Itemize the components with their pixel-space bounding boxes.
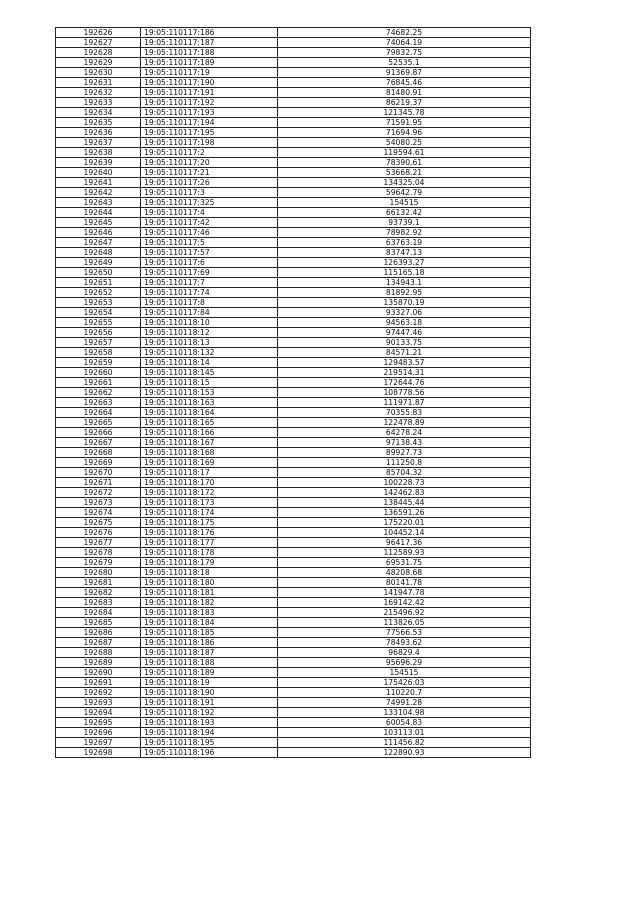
key-cell: 19:05:110118:145: [141, 368, 278, 378]
table-row: [56, 88, 531, 98]
id-cell: 192669: [56, 458, 141, 468]
id-cell: 192649: [56, 258, 141, 268]
value-cell: 81892.95: [278, 288, 531, 298]
table-row: [56, 448, 531, 458]
id-cell: 192672: [56, 488, 141, 498]
table-row: [56, 218, 531, 228]
id-cell: 192641: [56, 178, 141, 188]
value-cell: 111250.8: [278, 458, 531, 468]
value-cell: 90133.75: [278, 338, 531, 348]
value-cell: 122478.89: [278, 418, 531, 428]
id-cell: 192686: [56, 628, 141, 638]
id-cell: 192673: [56, 498, 141, 508]
table-row: [56, 518, 531, 528]
key-cell: 19:05:110118:182: [141, 598, 278, 608]
table-row: [56, 568, 531, 578]
value-cell: 59642.79: [278, 188, 531, 198]
id-cell: 192650: [56, 268, 141, 278]
key-cell: 19:05:110117:187: [141, 38, 278, 48]
table-row: [56, 478, 531, 488]
value-cell: 134943.1: [278, 278, 531, 288]
id-cell: 192626: [56, 28, 141, 38]
key-cell: 19:05:110117:42: [141, 218, 278, 228]
value-cell: 53668.21: [278, 168, 531, 178]
value-cell: 78982.92: [278, 228, 531, 238]
key-cell: 19:05:110118:175: [141, 518, 278, 528]
id-cell: 192668: [56, 448, 141, 458]
key-cell: 19:05:110117:195: [141, 128, 278, 138]
value-cell: 85704.32: [278, 468, 531, 478]
value-cell: 121345.78: [278, 108, 531, 118]
key-cell: 19:05:110118:186: [141, 638, 278, 648]
key-cell: 19:05:110117:26: [141, 178, 278, 188]
table-row: [56, 508, 531, 518]
value-cell: 108778.56: [278, 388, 531, 398]
id-cell: 192637: [56, 138, 141, 148]
value-cell: 215496.92: [278, 608, 531, 618]
key-cell: 19:05:110117:186: [141, 28, 278, 38]
key-cell: 19:05:110118:153: [141, 388, 278, 398]
id-cell: 192656: [56, 328, 141, 338]
key-cell: 19:05:110118:164: [141, 408, 278, 418]
table-row: [56, 708, 531, 718]
key-cell: 19:05:110117:198: [141, 138, 278, 148]
id-cell: 192684: [56, 608, 141, 618]
id-cell: 192654: [56, 308, 141, 318]
table-row: [56, 698, 531, 708]
key-cell: 19:05:110118:189: [141, 668, 278, 678]
table-row: [56, 248, 531, 258]
table-row: [56, 178, 531, 188]
id-cell: 192636: [56, 128, 141, 138]
table-row: [56, 318, 531, 328]
id-cell: 192633: [56, 98, 141, 108]
table-row: [56, 148, 531, 158]
value-cell: 119594.61: [278, 148, 531, 158]
id-cell: 192659: [56, 358, 141, 368]
key-cell: 19:05:110118:184: [141, 618, 278, 628]
key-cell: 19:05:110117:194: [141, 118, 278, 128]
id-cell: 192643: [56, 198, 141, 208]
value-cell: 219514.31: [278, 368, 531, 378]
table-row: [56, 498, 531, 508]
table-row: [56, 168, 531, 178]
key-cell: 19:05:110118:10: [141, 318, 278, 328]
id-cell: 192661: [56, 378, 141, 388]
id-cell: 192680: [56, 568, 141, 578]
id-cell: 192646: [56, 228, 141, 238]
key-cell: 19:05:110117:20: [141, 158, 278, 168]
value-cell: 48208.68: [278, 568, 531, 578]
value-cell: 60054.83: [278, 718, 531, 728]
key-cell: 19:05:110117:193: [141, 108, 278, 118]
key-cell: 19:05:110117:4: [141, 208, 278, 218]
value-cell: 142462.83: [278, 488, 531, 498]
table-row: [56, 378, 531, 388]
table-row: [56, 238, 531, 248]
id-cell: 192674: [56, 508, 141, 518]
value-cell: 54080.25: [278, 138, 531, 148]
value-cell: 97447.46: [278, 328, 531, 338]
table-row: [56, 138, 531, 148]
table-row: [56, 628, 531, 638]
id-cell: 192692: [56, 688, 141, 698]
table-row: [56, 208, 531, 218]
table-row: [56, 48, 531, 58]
id-cell: 192690: [56, 668, 141, 678]
table-row: [56, 268, 531, 278]
value-cell: 115165.18: [278, 268, 531, 278]
value-cell: 74064.19: [278, 38, 531, 48]
table-row: [56, 118, 531, 128]
key-cell: 19:05:110117:6: [141, 258, 278, 268]
table-row: [56, 418, 531, 428]
table-row: [56, 358, 531, 368]
key-cell: 19:05:110117:57: [141, 248, 278, 258]
value-cell: 97138.43: [278, 438, 531, 448]
table-row: [56, 728, 531, 738]
table-row: [56, 158, 531, 168]
table-row: [56, 588, 531, 598]
table-row: [56, 368, 531, 378]
id-cell: 192653: [56, 298, 141, 308]
value-cell: 86219.37: [278, 98, 531, 108]
id-cell: 192660: [56, 368, 141, 378]
value-cell: 74991.28: [278, 698, 531, 708]
table-row: [56, 468, 531, 478]
id-cell: 192628: [56, 48, 141, 58]
id-cell: 192664: [56, 408, 141, 418]
key-cell: 19:05:110118:166: [141, 428, 278, 438]
value-cell: 129483.57: [278, 358, 531, 368]
data-table: [55, 27, 531, 758]
table-row: [56, 398, 531, 408]
key-cell: 19:05:110118:15: [141, 378, 278, 388]
table-row: [56, 338, 531, 348]
table-row: [56, 68, 531, 78]
table-row: [56, 438, 531, 448]
table-row: [56, 488, 531, 498]
key-cell: 19:05:110118:19: [141, 678, 278, 688]
value-cell: 63763.19: [278, 238, 531, 248]
key-cell: 19:05:110117:325: [141, 198, 278, 208]
key-cell: 19:05:110118:170: [141, 478, 278, 488]
key-cell: 19:05:110118:195: [141, 738, 278, 748]
value-cell: 89927.73: [278, 448, 531, 458]
id-cell: 192663: [56, 398, 141, 408]
table-row: [56, 258, 531, 268]
table-row: [56, 548, 531, 558]
id-cell: 192677: [56, 538, 141, 548]
value-cell: 135870.19: [278, 298, 531, 308]
key-cell: 19:05:110118:191: [141, 698, 278, 708]
key-cell: 19:05:110117:191: [141, 88, 278, 98]
value-cell: 134325.04: [278, 178, 531, 188]
key-cell: 19:05:110118:183: [141, 608, 278, 618]
key-cell: 19:05:110118:14: [141, 358, 278, 368]
value-cell: 74682.25: [278, 28, 531, 38]
id-cell: 192627: [56, 38, 141, 48]
value-cell: 112589.93: [278, 548, 531, 558]
table-row: [56, 608, 531, 618]
table-row: [56, 348, 531, 358]
table-row: [56, 98, 531, 108]
key-cell: 19:05:110118:173: [141, 498, 278, 508]
value-cell: 71591.95: [278, 118, 531, 128]
table-row: [56, 78, 531, 88]
id-cell: 192651: [56, 278, 141, 288]
value-cell: 94563.18: [278, 318, 531, 328]
table-row: [56, 298, 531, 308]
key-cell: 19:05:110118:17: [141, 468, 278, 478]
key-cell: 19:05:110117:2: [141, 148, 278, 158]
value-cell: 95696.29: [278, 658, 531, 668]
value-cell: 64278.24: [278, 428, 531, 438]
id-cell: 192666: [56, 428, 141, 438]
id-cell: 192688: [56, 648, 141, 658]
table-row: [56, 288, 531, 298]
table-row: [56, 388, 531, 398]
value-cell: 113826.05: [278, 618, 531, 628]
key-cell: 19:05:110118:188: [141, 658, 278, 668]
table-row: [56, 528, 531, 538]
key-cell: 19:05:110117:5: [141, 238, 278, 248]
value-cell: 111971.87: [278, 398, 531, 408]
value-cell: 78493.62: [278, 638, 531, 648]
key-cell: 19:05:110117:46: [141, 228, 278, 238]
id-cell: 192638: [56, 148, 141, 158]
value-cell: 122890.93: [278, 748, 531, 758]
id-cell: 192652: [56, 288, 141, 298]
key-cell: 19:05:110118:165: [141, 418, 278, 428]
id-cell: 192694: [56, 708, 141, 718]
id-cell: 192655: [56, 318, 141, 328]
value-cell: 154515: [278, 198, 531, 208]
key-cell: 19:05:110118:181: [141, 588, 278, 598]
id-cell: 192695: [56, 718, 141, 728]
id-cell: 192658: [56, 348, 141, 358]
id-cell: 192682: [56, 588, 141, 598]
id-cell: 192676: [56, 528, 141, 538]
key-cell: 19:05:110118:169: [141, 458, 278, 468]
value-cell: 110220.7: [278, 688, 531, 698]
key-cell: 19:05:110118:180: [141, 578, 278, 588]
value-cell: 96829.4: [278, 648, 531, 658]
value-cell: 79832.75: [278, 48, 531, 58]
table-row: [56, 328, 531, 338]
value-cell: 71694.96: [278, 128, 531, 138]
key-cell: 19:05:110117:192: [141, 98, 278, 108]
value-cell: 138445.44: [278, 498, 531, 508]
key-cell: 19:05:110117:190: [141, 78, 278, 88]
table-row: [56, 278, 531, 288]
value-cell: 83747.13: [278, 248, 531, 258]
table-row: [56, 688, 531, 698]
key-cell: 19:05:110117:3: [141, 188, 278, 198]
value-cell: 96417.36: [278, 538, 531, 548]
id-cell: 192697: [56, 738, 141, 748]
value-cell: 78390.61: [278, 158, 531, 168]
table-row: [56, 598, 531, 608]
key-cell: 19:05:110117:21: [141, 168, 278, 178]
id-cell: 192639: [56, 158, 141, 168]
id-cell: 192635: [56, 118, 141, 128]
id-cell: 192644: [56, 208, 141, 218]
key-cell: 19:05:110117:74: [141, 288, 278, 298]
id-cell: 192687: [56, 638, 141, 648]
key-cell: 19:05:110118:167: [141, 438, 278, 448]
key-cell: 19:05:110118:190: [141, 688, 278, 698]
table-row: [56, 58, 531, 68]
value-cell: 69531.75: [278, 558, 531, 568]
table-row: [56, 648, 531, 658]
key-cell: 19:05:110118:177: [141, 538, 278, 548]
key-cell: 19:05:110118:178: [141, 548, 278, 558]
id-cell: 192683: [56, 598, 141, 608]
id-cell: 192630: [56, 68, 141, 78]
table-row: [56, 658, 531, 668]
value-cell: 126393.27: [278, 258, 531, 268]
id-cell: 192696: [56, 728, 141, 738]
key-cell: 19:05:110118:193: [141, 718, 278, 728]
table-row: [56, 128, 531, 138]
key-cell: 19:05:110117:188: [141, 48, 278, 58]
id-cell: 192679: [56, 558, 141, 568]
table-body: [56, 28, 531, 758]
table-row: [56, 618, 531, 628]
table-row: [56, 428, 531, 438]
id-cell: 192645: [56, 218, 141, 228]
id-cell: 192642: [56, 188, 141, 198]
id-cell: 192629: [56, 58, 141, 68]
value-cell: 84571.21: [278, 348, 531, 358]
value-cell: 104452.14: [278, 528, 531, 538]
value-cell: 136591.26: [278, 508, 531, 518]
id-cell: 192675: [56, 518, 141, 528]
id-cell: 192657: [56, 338, 141, 348]
value-cell: 172644.76: [278, 378, 531, 388]
table-row: [56, 748, 531, 758]
key-cell: 19:05:110118:13: [141, 338, 278, 348]
value-cell: 103113.01: [278, 728, 531, 738]
key-cell: 19:05:110117:19: [141, 68, 278, 78]
table-row: [56, 458, 531, 468]
id-cell: 192691: [56, 678, 141, 688]
key-cell: 19:05:110118:168: [141, 448, 278, 458]
id-cell: 192693: [56, 698, 141, 708]
value-cell: 175426.03: [278, 678, 531, 688]
id-cell: 192631: [56, 78, 141, 88]
value-cell: 175220.01: [278, 518, 531, 528]
value-cell: 70355.83: [278, 408, 531, 418]
key-cell: 19:05:110118:187: [141, 648, 278, 658]
key-cell: 19:05:110118:174: [141, 508, 278, 518]
key-cell: 19:05:110117:189: [141, 58, 278, 68]
table-row: [56, 638, 531, 648]
key-cell: 19:05:110118:12: [141, 328, 278, 338]
value-cell: 91369.87: [278, 68, 531, 78]
table-row: [56, 198, 531, 208]
id-cell: 192632: [56, 88, 141, 98]
value-cell: 81480.91: [278, 88, 531, 98]
id-cell: 192670: [56, 468, 141, 478]
key-cell: 19:05:110118:132: [141, 348, 278, 358]
key-cell: 19:05:110117:8: [141, 298, 278, 308]
id-cell: 192671: [56, 478, 141, 488]
key-cell: 19:05:110118:176: [141, 528, 278, 538]
value-cell: 93739.1: [278, 218, 531, 228]
value-cell: 66132.42: [278, 208, 531, 218]
key-cell: 19:05:110118:192: [141, 708, 278, 718]
value-cell: 133104.98: [278, 708, 531, 718]
table-row: [56, 678, 531, 688]
table-row: [56, 28, 531, 38]
value-cell: 76845.46: [278, 78, 531, 88]
table-row: [56, 188, 531, 198]
table-row: [56, 228, 531, 238]
value-cell: 154515: [278, 668, 531, 678]
key-cell: 19:05:110118:185: [141, 628, 278, 638]
table-row: [56, 538, 531, 548]
id-cell: 192681: [56, 578, 141, 588]
value-cell: 141947.78: [278, 588, 531, 598]
value-cell: 93327.06: [278, 308, 531, 318]
key-cell: 19:05:110118:196: [141, 748, 278, 758]
id-cell: 192634: [56, 108, 141, 118]
id-cell: 192648: [56, 248, 141, 258]
value-cell: 111456.82: [278, 738, 531, 748]
table-row: [56, 668, 531, 678]
id-cell: 192647: [56, 238, 141, 248]
key-cell: 19:05:110117:7: [141, 278, 278, 288]
key-cell: 19:05:110118:179: [141, 558, 278, 568]
id-cell: 192665: [56, 418, 141, 428]
key-cell: 19:05:110118:194: [141, 728, 278, 738]
table-row: [56, 718, 531, 728]
table-row: [56, 408, 531, 418]
value-cell: 52535.1: [278, 58, 531, 68]
key-cell: 19:05:110117:69: [141, 268, 278, 278]
value-cell: 100228.73: [278, 478, 531, 488]
id-cell: 192640: [56, 168, 141, 178]
key-cell: 19:05:110118:163: [141, 398, 278, 408]
table-row: [56, 308, 531, 318]
table-row: [56, 38, 531, 48]
value-cell: 80141.78: [278, 578, 531, 588]
id-cell: 192685: [56, 618, 141, 628]
table-row: [56, 578, 531, 588]
table-row: [56, 108, 531, 118]
id-cell: 192698: [56, 748, 141, 758]
key-cell: 19:05:110118:172: [141, 488, 278, 498]
key-cell: 19:05:110117:84: [141, 308, 278, 318]
id-cell: 192667: [56, 438, 141, 448]
id-cell: 192662: [56, 388, 141, 398]
id-cell: 192678: [56, 548, 141, 558]
key-cell: 19:05:110118:18: [141, 568, 278, 578]
table-row: [56, 558, 531, 568]
id-cell: 192689: [56, 658, 141, 668]
value-cell: 77566.53: [278, 628, 531, 638]
table-row: [56, 738, 531, 748]
value-cell: 169142.42: [278, 598, 531, 608]
